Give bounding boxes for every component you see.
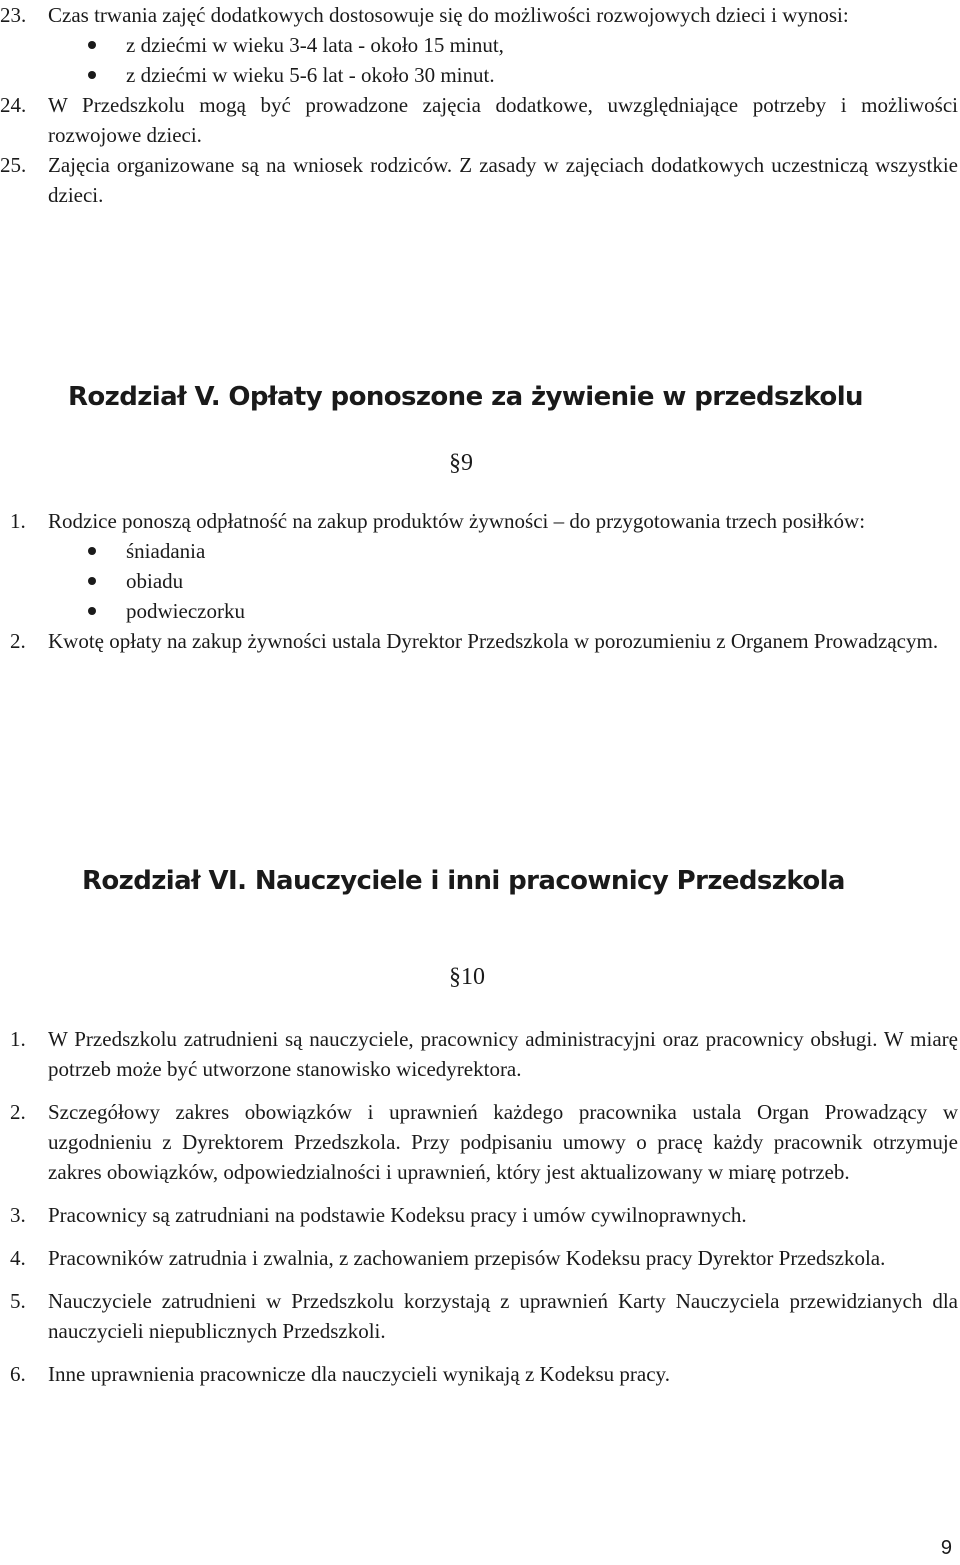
bullet-icon bbox=[88, 607, 96, 615]
list-item bbox=[0, 1359, 958, 1389]
bullet-icon bbox=[88, 71, 96, 79]
item-number: 24. bbox=[0, 93, 27, 117]
list-item bbox=[0, 1286, 958, 1346]
list-item bbox=[0, 1024, 958, 1084]
item-number: 2. bbox=[10, 1100, 26, 1124]
list-item-23 bbox=[0, 0, 958, 30]
paragraph-number-10: §10 bbox=[449, 964, 485, 990]
item-text: W Przedszkolu zatrudnieni są nauczyciele, pracownicy administracyjni oraz pracownicy obsługi. W miarę potrzeb może być utworzone stanowisko wicedyrektora. bbox=[48, 1027, 958, 1081]
bullet-icon bbox=[88, 41, 96, 49]
bullet-item bbox=[0, 536, 958, 566]
list-item bbox=[0, 1243, 958, 1273]
item-text: Nauczyciele zatrudnieni w Przedszkolu korzystają z uprawnień Karty Nauczyciela przewidzianych dla nauczycieli niepublicznych Przedszkoli. bbox=[48, 1289, 958, 1343]
item-text: Pracownicy są zatrudniani na podstawie Kodeksu pracy i umów cywilnoprawnych. bbox=[48, 1203, 747, 1227]
item-text: Pracowników zatrudnia i zwalnia, z zachowaniem przepisów Kodeksu pracy Dyrektor Przedszkola. bbox=[48, 1246, 886, 1270]
item-text: Czas trwania zajęć dodatkowych dostosowuje się do możliwości rozwojowych dzieci i wynosi: bbox=[48, 3, 849, 27]
item-text: Rodzice ponoszą odpłatność na zakup produktów żywności – do przygotowania trzech posiłków: bbox=[48, 509, 866, 533]
item-number: 23. bbox=[0, 3, 27, 27]
item-text: W Przedszkolu mogą być prowadzone zajęcia dodatkowe, uwzględniające potrzeby i możliwości rozwojowe dzieci. bbox=[48, 93, 958, 147]
bullet-icon bbox=[88, 577, 96, 585]
bullet-item bbox=[0, 566, 958, 596]
page-number: 9 bbox=[940, 1537, 952, 1559]
item-text: Szczegółowy zakres obowiązków i uprawnień każdego pracownika ustala Organ Prowadzący w uzgodnieniu z Dyrektorem Przedszkola. Przy podpisaniu umowy o pracę każdy pracownik otrzymuje zakres obowiązków, odpowiedzialności i uprawnień, który jest aktualizowany w miarę potrzeb. bbox=[48, 1100, 958, 1184]
item-number: 5. bbox=[10, 1289, 26, 1313]
bullet-text: z dziećmi w wieku 5-6 lat - około 30 minut. bbox=[126, 63, 495, 87]
item-number: 25. bbox=[0, 153, 27, 177]
item-number: 4. bbox=[10, 1246, 26, 1270]
list-item-24 bbox=[0, 90, 958, 150]
bullet-text: podwieczorku bbox=[126, 599, 245, 623]
item-text: Zajęcia organizowane są na wniosek rodziców. Z zasady w zajęciach dodatkowych uczestniczą wszystkie dzieci. bbox=[48, 153, 958, 207]
section-top bbox=[0, 0, 958, 210]
bullet-item bbox=[0, 596, 958, 626]
list-item bbox=[0, 1200, 958, 1230]
chapter-5-body bbox=[0, 506, 958, 656]
chapter-heading-6: Rozdział VI. Nauczyciele i inni pracownicy Przedszkola bbox=[82, 866, 845, 896]
item-text: Inne uprawnienia pracownicze dla nauczycieli wynikają z Kodeksu pracy. bbox=[48, 1362, 670, 1386]
paragraph-number-9: §9 bbox=[449, 450, 473, 476]
item-number: 2. bbox=[10, 629, 26, 653]
item-number: 6. bbox=[10, 1362, 26, 1386]
bullet-icon bbox=[88, 547, 96, 555]
list-item-25 bbox=[0, 150, 958, 210]
item-number: 1. bbox=[10, 1027, 26, 1051]
bullet-item bbox=[0, 30, 958, 60]
list-item-1 bbox=[0, 506, 958, 536]
list-item bbox=[0, 1097, 958, 1187]
bullet-text: z dziećmi w wieku 3-4 lata - około 15 minut, bbox=[126, 33, 504, 57]
bullet-text: obiadu bbox=[126, 569, 184, 593]
bullet-text: śniadania bbox=[126, 539, 206, 563]
chapter-6-body bbox=[0, 1024, 958, 1402]
chapter-heading-5: Rozdział V. Opłaty ponoszone za żywienie w przedszkolu bbox=[68, 382, 863, 412]
bullet-item bbox=[0, 60, 958, 90]
item-number: 1. bbox=[10, 509, 26, 533]
item-text: Kwotę opłaty na zakup żywności ustala Dyrektor Przedszkola w porozumieniu z Organem Prowadzącym. bbox=[48, 629, 939, 653]
list-item-2 bbox=[0, 626, 958, 656]
item-number: 3. bbox=[10, 1203, 26, 1227]
